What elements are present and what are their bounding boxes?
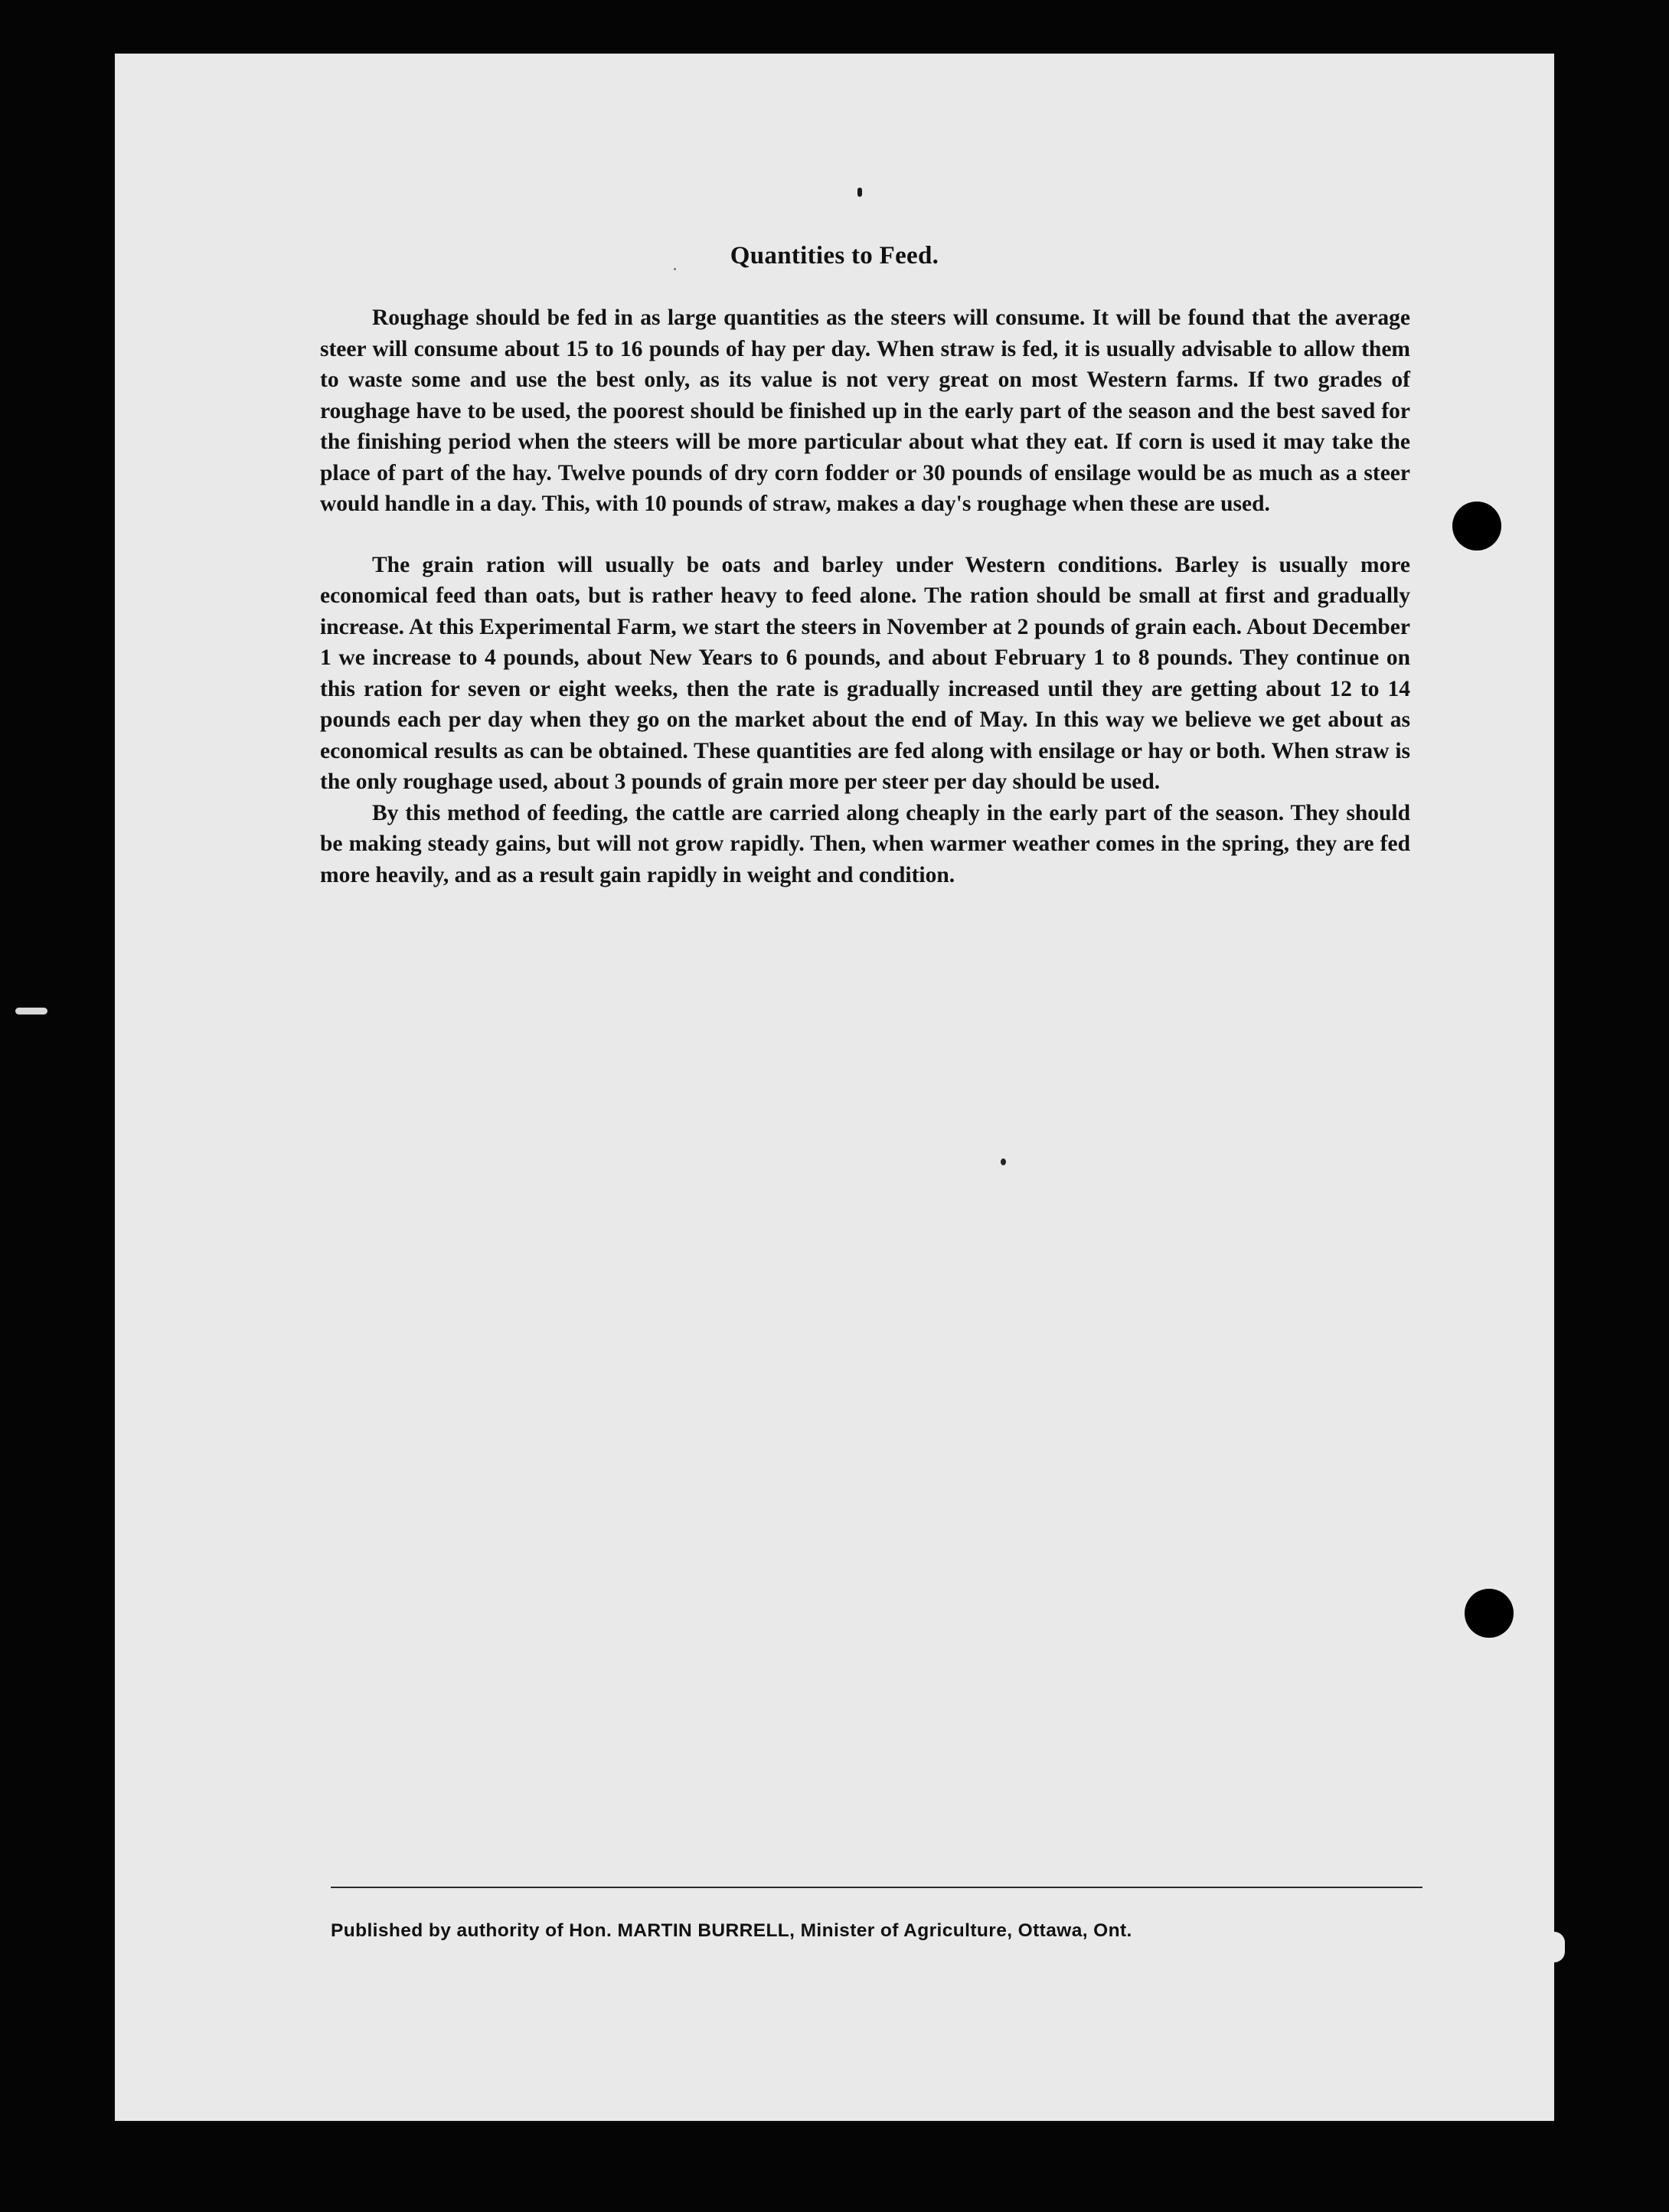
paragraph-grain-ration: The grain ration will usually be oats and barley under Western conditions. Barley is usually more economical feed than oats, but is rather heavy to feed alone. The ration should be small at first and gradually increase. At this Experimental Farm, we start the steers in November at 2 pounds of grain each. About December 1 we increase to 4 pounds, about New Years to 6 pounds, and about February 1 to 8 pounds. They continue on this ration for seven or eight weeks, then the rate is gradually increased until they are getting about 12 to 14 pounds each per day when they go on the market about the end of May. In this way we believe we get about as economical results as can be obtained. These quantities are fed along with ensilage or hay or both. When straw is the only roughage used, about 3 pounds of grain more per steer per day should be used.: [320, 552, 1410, 794]
body-text: [320, 302, 1410, 890]
scan-artifact: [15, 1008, 47, 1015]
punch-hole-lower: [1465, 1589, 1514, 1638]
footer-divider: [331, 1887, 1422, 1888]
publisher-footer: Published by authority of Hon. MARTIN BURRELL, Minister of Agriculture, Ottawa, Ont.: [331, 1920, 1132, 1941]
page-title: Quantities to Feed.: [730, 242, 939, 270]
paper-edge-nick: [1545, 1932, 1565, 1962]
page-number-mark: [857, 188, 862, 197]
ink-speck: [1001, 1158, 1006, 1165]
punch-hole-upper: [1452, 502, 1501, 551]
paragraph-feeding-method: By this method of feeding, the cattle are carried along cheaply in the early part of the season. They should be making steady gains, but will not grow rapidly. Then, when warmer weather comes in the spring, they are fed more heavily, and as a result gain rapidly in weight and condition.: [320, 800, 1410, 887]
ink-speck: [674, 268, 676, 270]
paragraph-roughage: Roughage should be fed in as large quantities as the steers will consume. It will be found that the average steer will consume about 15 to 16 pounds of hay per day. When straw is fed, it is usually advisable to allow them to waste some and use the best only, as its value is not very great on most Western farms. If two grades of roughage have to be used, the poorest should be finished up in the early part of the season and the best saved for the finishing period when the steers will be more particular about what they eat. If corn is used it may take the place of part of the hay. Twelve pounds of dry corn fodder or 30 pounds of ensilage would be as much as a steer would handle in a day. This, with 10 pounds of straw, makes a day's roughage when these are used.: [320, 305, 1410, 516]
